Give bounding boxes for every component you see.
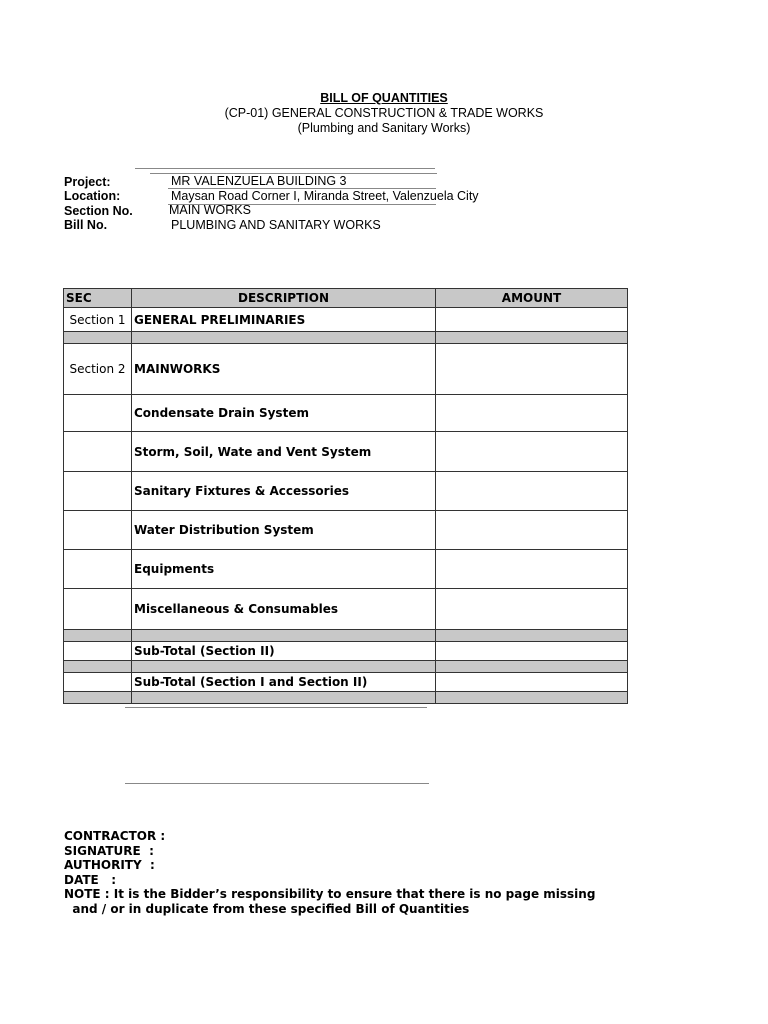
bill-no-value: PLUMBING AND SANITARY WORKS (171, 218, 381, 232)
description-cell: Storm, Soil, Wate and Vent System (132, 432, 436, 472)
description-cell: GENERAL PRELIMINARIES (132, 308, 436, 332)
section-cell (64, 395, 132, 432)
location-label: Location: (64, 189, 121, 203)
amount-cell[interactable] (436, 550, 628, 589)
spacer-row (64, 630, 628, 642)
description-cell: Miscellaneous & Consumables (132, 589, 436, 630)
date-label: DATE : (64, 872, 117, 887)
table-row (64, 673, 628, 692)
amount-cell[interactable] (436, 432, 628, 472)
header-description: DESCRIPTION (132, 289, 436, 308)
section-no-value: MAIN WORKS (169, 203, 251, 217)
table-header-row (64, 289, 628, 308)
amount-cell[interactable] (436, 344, 628, 395)
description-cell: Water Distribution System (132, 511, 436, 550)
authority-label: AUTHORITY : (64, 858, 155, 872)
bill-no-label: Bill No. (64, 218, 108, 232)
signature-label: SIGNATURE : (64, 843, 154, 858)
section-cell (64, 673, 132, 692)
table-row (64, 308, 628, 332)
subtotal-total-label: Sub-Total (Section I and Section II) (132, 673, 436, 692)
section-cell: Section 2 (64, 344, 132, 395)
contractor-label: CONTRACTOR : (64, 829, 166, 843)
description-cell: Equipments (132, 550, 436, 589)
table-row (64, 589, 628, 630)
amount-cell[interactable] (436, 472, 628, 511)
amount-cell[interactable] (436, 589, 628, 630)
section-cell: Section 1 (64, 308, 132, 332)
subtotal-section-2-label: Sub-Total (Section II) (132, 642, 436, 661)
location-value: Maysan Road Corner I, Miranda Street, Valenzuela City (171, 189, 479, 203)
section-cell (64, 432, 132, 472)
table-row (64, 432, 628, 472)
divider-rule (135, 168, 435, 169)
document-subtitle: (CP-01) GENERAL CONSTRUCTION & TRADE WORKS (224, 106, 544, 120)
description-cell: Condensate Drain System (132, 395, 436, 432)
spacer-row (64, 332, 628, 344)
table-row (64, 642, 628, 661)
project-label: Project: (64, 175, 111, 189)
amount-cell[interactable] (436, 511, 628, 550)
section-cell (64, 511, 132, 550)
section-no-label: Section No. (64, 204, 133, 218)
amount-cell[interactable] (436, 395, 628, 432)
note-line-2: and / or in duplicate from these specified Bill of Quantities (64, 901, 470, 916)
spacer-row (64, 692, 628, 704)
divider-rule (125, 783, 429, 784)
description-cell: MAINWORKS (132, 344, 436, 395)
table-row (64, 344, 628, 395)
header-sec: SEC (64, 289, 132, 308)
amount-cell[interactable] (436, 308, 628, 332)
section-cell (64, 550, 132, 589)
subtotal-total-amount[interactable] (436, 673, 628, 692)
section-cell (64, 472, 132, 511)
spacer-row (64, 661, 628, 673)
header-amount: AMOUNT (436, 289, 628, 308)
note-line-1: NOTE : It is the Bidder’s responsibility to ensure that there is no page missing (64, 887, 596, 901)
table-row (64, 511, 628, 550)
document-title: BILL OF QUANTITIES (320, 91, 448, 105)
project-value: MR VALENZUELA BUILDING 3 (171, 174, 347, 188)
document-subtitle-2: (Plumbing and Sanitary Works) (297, 121, 471, 135)
section-cell (64, 589, 132, 630)
table-row (64, 550, 628, 589)
boq-table (63, 288, 628, 704)
subtotal-section-2-amount[interactable] (436, 642, 628, 661)
divider-rule (125, 707, 427, 708)
section-cell (64, 642, 132, 661)
table-row (64, 395, 628, 432)
description-cell: Sanitary Fixtures & Accessories (132, 472, 436, 511)
table-row (64, 472, 628, 511)
footer-block (64, 829, 595, 916)
